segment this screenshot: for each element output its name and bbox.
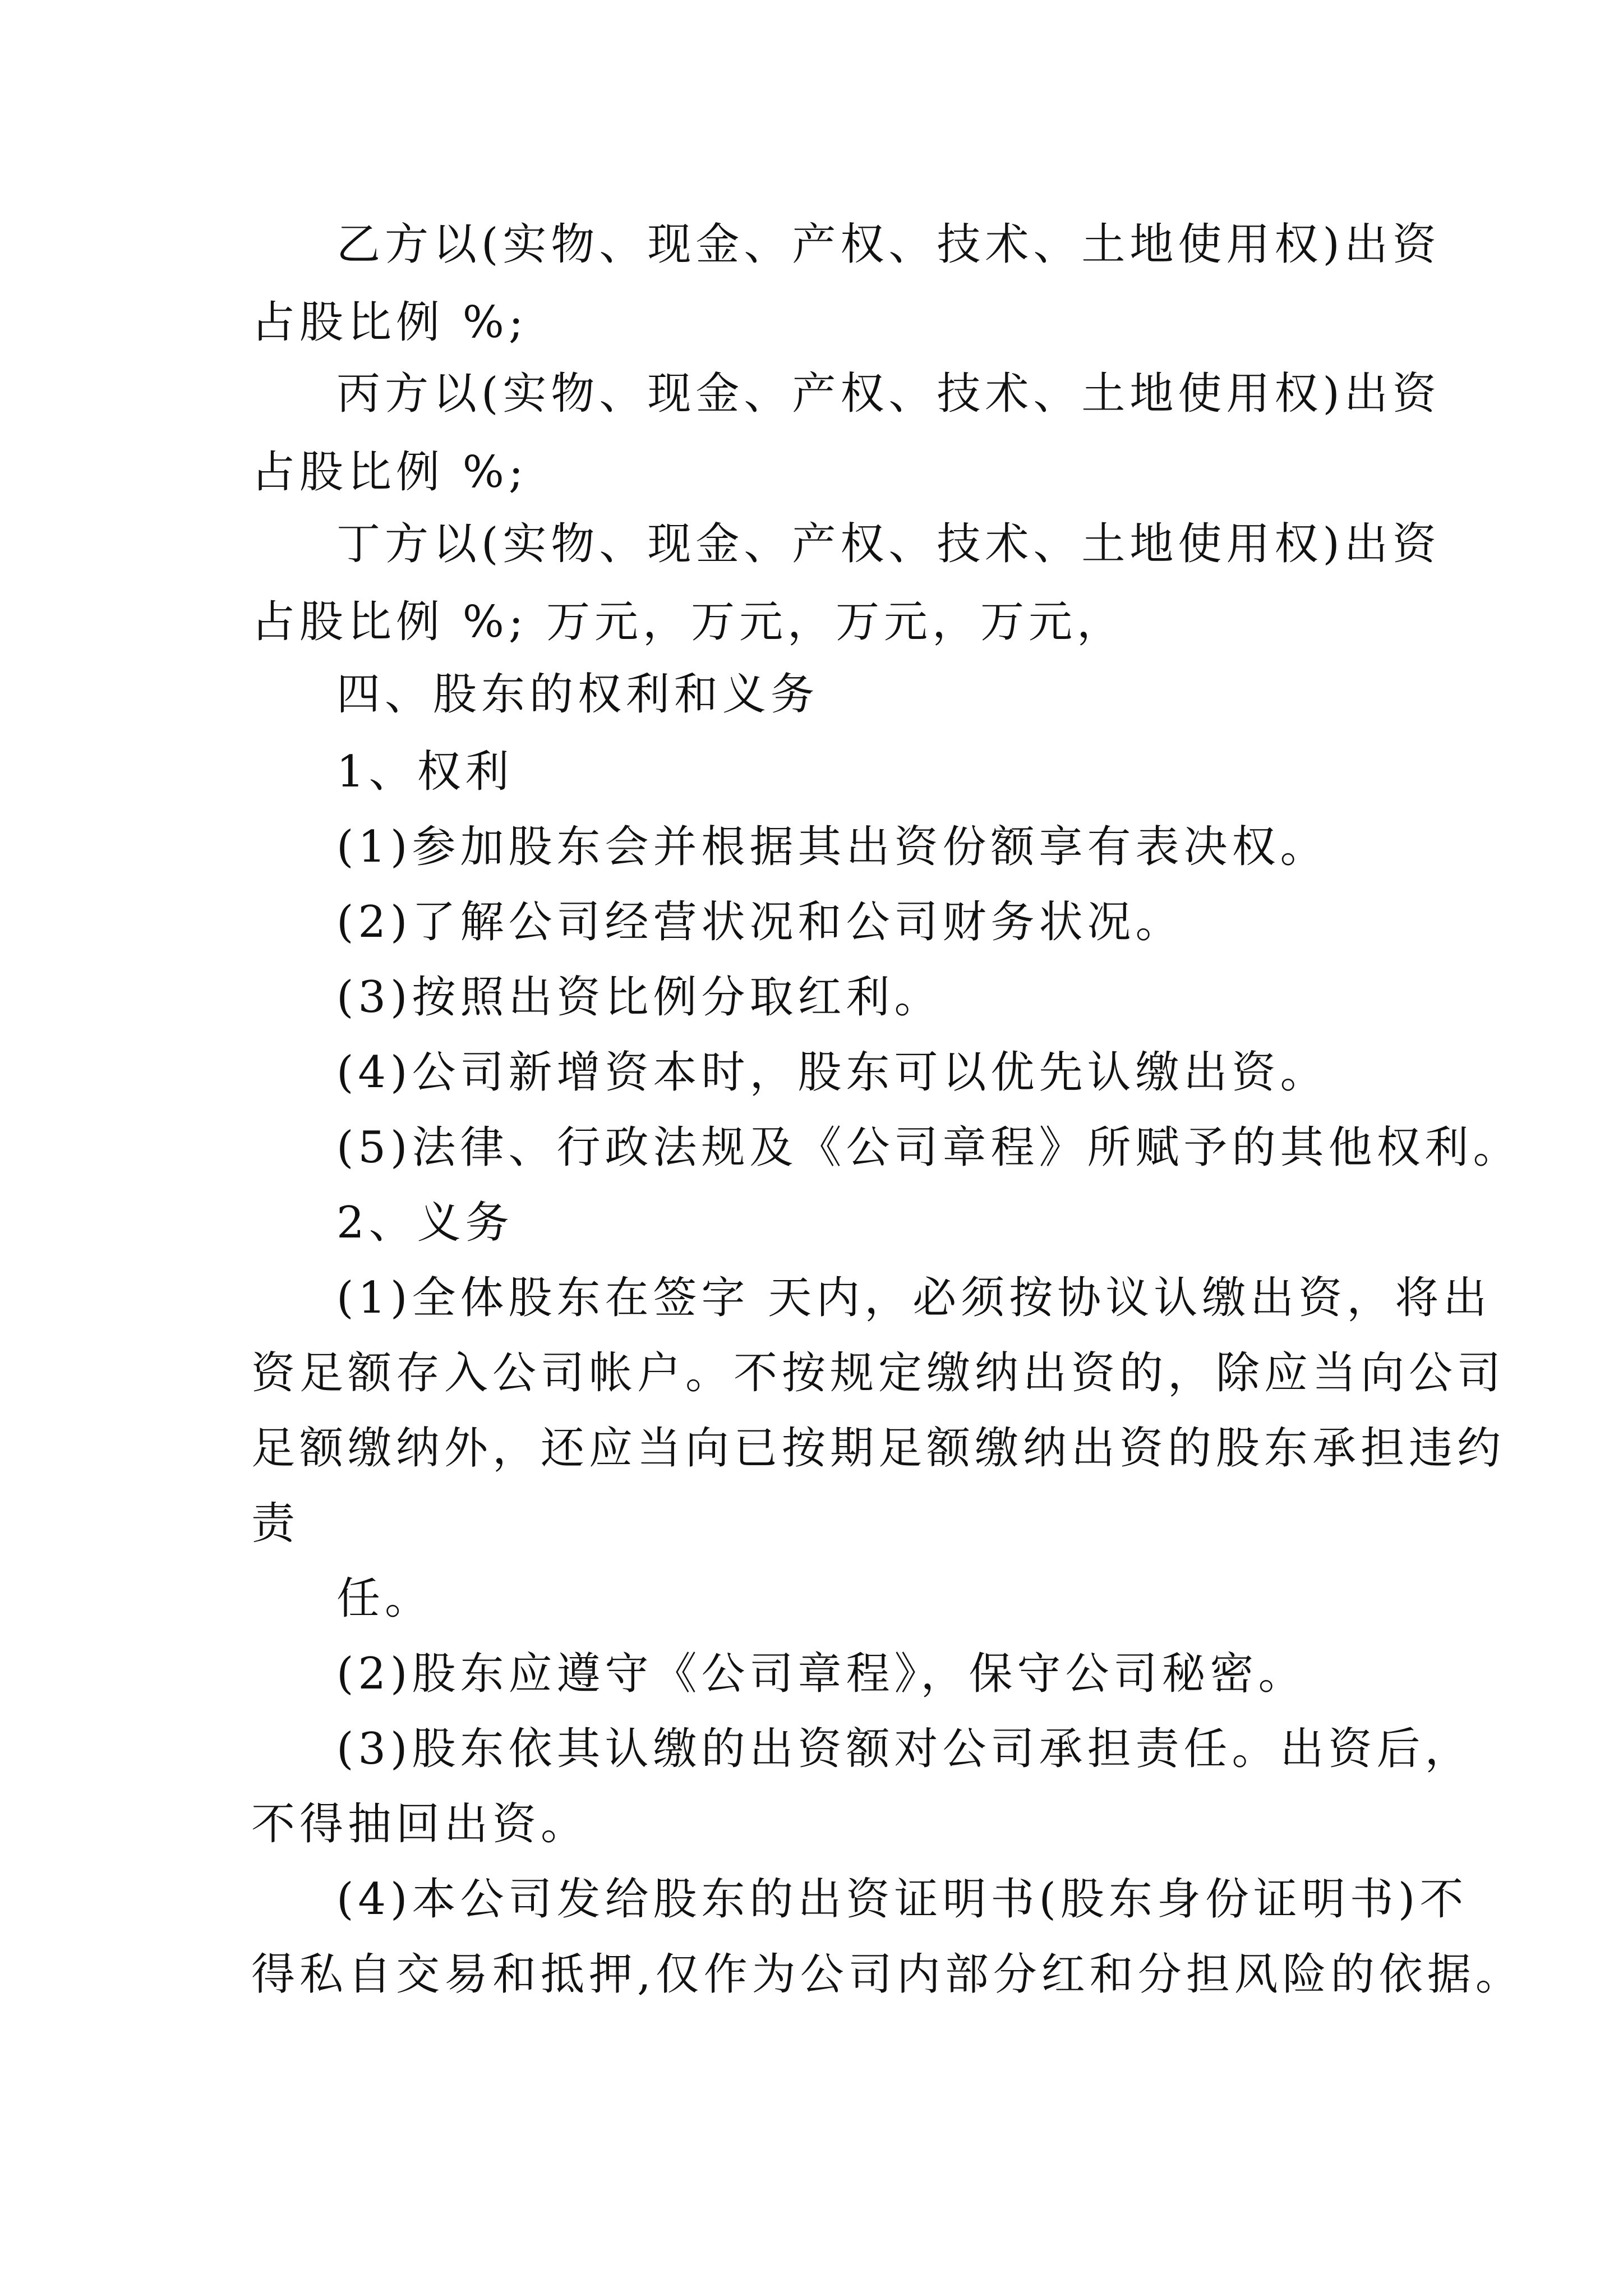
- text-line: (3)按照出资比例分取红利。: [336, 972, 943, 1023]
- section-heading: 四、股东的权利和义务: [336, 669, 819, 720]
- text-line: 占股比例 %;: [251, 297, 528, 348]
- text-line: 足额缴纳外，还应当向已按期足额缴纳出资的股东承担违约: [251, 1423, 1506, 1474]
- text-line: 资足额存入公司帐户。不按规定缴纳出资的，除应当向公司: [251, 1348, 1506, 1398]
- text-line: (4)本公司发给股东的出资证明书(股东身份证明书)不: [336, 1874, 1468, 1925]
- text-line: (1)全体股东在签字 天内，必须按协议认缴出资，将出: [336, 1273, 1492, 1323]
- subsection-heading: 1、权利: [336, 747, 514, 797]
- text-line: 得私自交易和抵押,仅作为公司内部分红和分担风险的依据。: [251, 1949, 1524, 2000]
- text-line: (1)参加股东会并根据其出资份额享有表决权。: [336, 822, 1329, 872]
- text-line: 占股比例 %; 万元，万元，万元，万元，: [251, 597, 1125, 647]
- text-line: 丁方以(实物、现金、产权、技术、土地使用权)出资: [336, 519, 1441, 569]
- text-line: 占股比例 %;: [251, 447, 528, 498]
- text-line: 责: [251, 1498, 300, 1549]
- text-line: (2)股东应遵守《公司章程》，保守公司秘密。: [336, 1649, 1307, 1699]
- text-line: (2)了解公司经营状况和公司财务状况。: [336, 897, 1184, 947]
- text-line: (3)股东依其认缴的出资额对公司承担责任。出资后，: [336, 1724, 1473, 1774]
- subsection-heading: 2、义务: [336, 1198, 514, 1248]
- text-line: 丙方以(实物、现金、产权、技术、土地使用权)出资: [336, 369, 1441, 419]
- text-line: 乙方以(实物、现金、产权、技术、土地使用权)出资: [336, 219, 1441, 270]
- text-line: (5)法律、行政法规及《公司章程》所赋予的其他权利。: [336, 1122, 1521, 1173]
- text-line: 任。: [336, 1573, 434, 1624]
- text-line: 不得抽回出资。: [251, 1799, 589, 1849]
- text-line: (4)公司新增资本时，股东可以优先认缴出资。: [336, 1047, 1329, 1098]
